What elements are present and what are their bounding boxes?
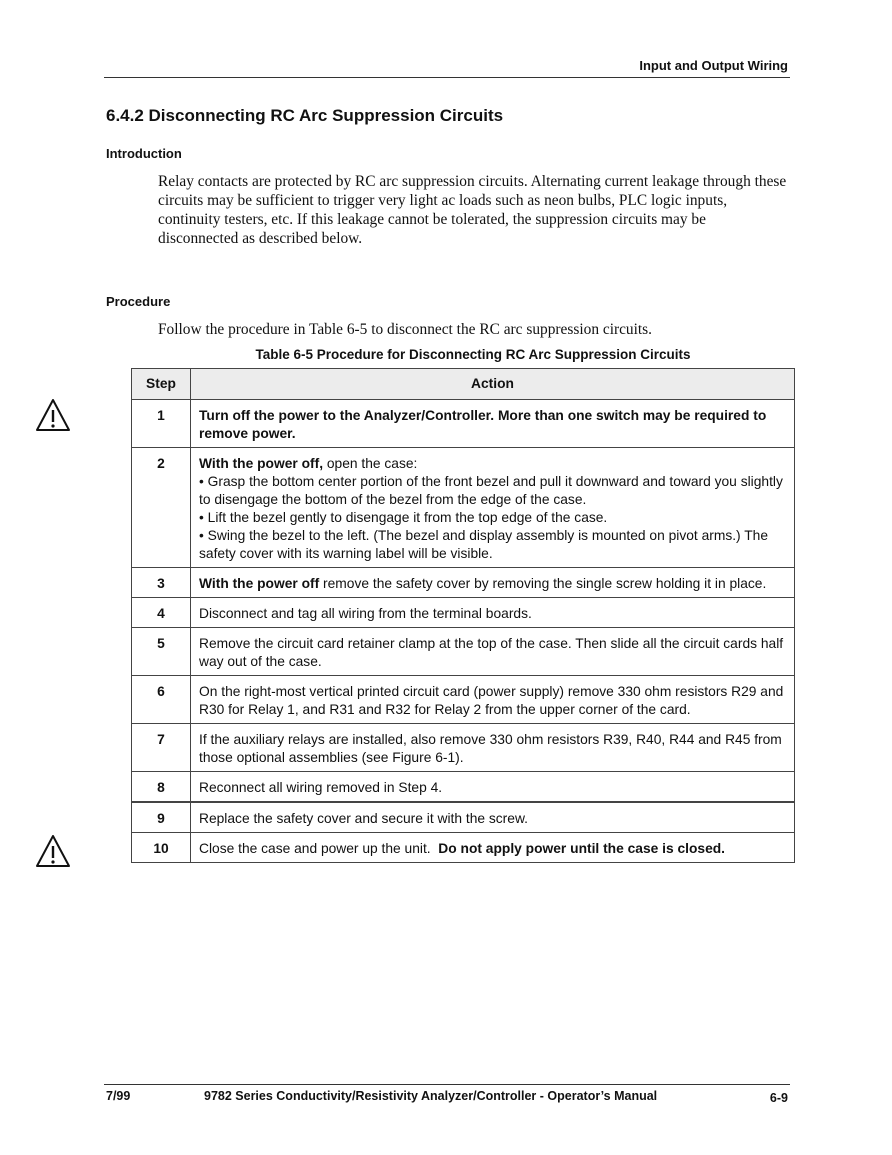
action-text bbox=[199, 779, 786, 797]
header-rule bbox=[104, 77, 790, 78]
action-text bbox=[199, 840, 786, 858]
action-body: open the case: bbox=[323, 456, 418, 471]
table-row bbox=[132, 833, 795, 863]
action-text bbox=[199, 810, 786, 828]
action-bullet: • Lift the bezel gently to disengage it from the top edge of the case. bbox=[199, 510, 608, 525]
page-number: 6-9 bbox=[769, 1091, 788, 1105]
step-number: 6 bbox=[132, 676, 191, 724]
warning-triangle-icon bbox=[35, 398, 71, 432]
action-bullet: • Swing the bezel to the left. (The bezel and display assembly is mounted on pivot arms.) The safety cover with its warning label will be visible. bbox=[199, 528, 769, 561]
action-text bbox=[199, 455, 786, 473]
table-row bbox=[132, 724, 795, 772]
action-emphasis: Turn off the power to the Analyzer/Controller. More than one switch may be required to remove power. bbox=[199, 408, 767, 441]
procedure-table bbox=[131, 368, 795, 863]
step-number: 1 bbox=[132, 400, 191, 448]
table-row bbox=[132, 772, 795, 803]
action-text bbox=[199, 731, 786, 767]
step-number: 7 bbox=[132, 724, 191, 772]
procedure-text: Follow the procedure in Table 6-5 to disconnect the RC arc suppression circuits. bbox=[158, 321, 653, 338]
table-row bbox=[132, 400, 795, 448]
table-row bbox=[132, 568, 795, 598]
action-body: If the auxiliary relays are installed, also remove 330 ohm resistors R39, R40, R44 and R45 from those optional assemblies (see Figure 6-1). bbox=[199, 732, 786, 765]
action-column-header: Action bbox=[191, 369, 795, 400]
step-action bbox=[191, 772, 795, 803]
step-number: 3 bbox=[132, 568, 191, 598]
step-action bbox=[191, 802, 795, 833]
step-action bbox=[191, 724, 795, 772]
table-row bbox=[132, 448, 795, 568]
action-body: Replace the safety cover and secure it with the screw. bbox=[199, 811, 528, 826]
step-number: 10 bbox=[132, 833, 191, 863]
step-action bbox=[191, 676, 795, 724]
step-number: 4 bbox=[132, 598, 191, 628]
step-number: 9 bbox=[132, 802, 191, 833]
action-body: On the right-most vertical printed circuit card (power supply) remove 330 ohm resistors R29 and R30 for Relay 1, and R31 and R32 for Relay 2 from the upper corner of the card. bbox=[199, 684, 788, 717]
step-action bbox=[191, 598, 795, 628]
table-row bbox=[132, 598, 795, 628]
footer-rule bbox=[104, 1084, 790, 1085]
action-body: Reconnect all wiring removed in Step 4. bbox=[199, 780, 443, 795]
step-action bbox=[191, 833, 795, 863]
table-body bbox=[132, 400, 795, 863]
action-text bbox=[199, 683, 786, 719]
step-action bbox=[191, 568, 795, 598]
action-text bbox=[199, 407, 786, 443]
footer-title: 9782 Series Conductivity/Resistivity Analyzer/Controller - Operator’s Manual bbox=[204, 1089, 658, 1103]
action-emphasis: With the power off, bbox=[199, 456, 324, 471]
introduction-heading: Introduction bbox=[106, 146, 182, 161]
step-action bbox=[191, 628, 795, 676]
table-header-row bbox=[132, 369, 795, 400]
table-row bbox=[132, 628, 795, 676]
section-title: 6.4.2 Disconnecting RC Arc Suppression Circuits bbox=[106, 106, 504, 125]
introduction-text: Relay contacts are protected by RC arc suppression circuits. Alternating current leakage through these circuits may be sufficient to trigger very light ac loads such as neon bulbs, PLC logic inputs, continuity testers, etc. If this leakage cannot be tolerated, the suppression circuits may be disconnected as described below. bbox=[158, 173, 787, 247]
action-body: Disconnect and tag all wiring from the terminal boards. bbox=[199, 606, 532, 621]
action-bullet: • Grasp the bottom center portion of the front bezel and pull it downward and toward you slightly to disengage the bottom of the bezel from the edge of the case. bbox=[199, 474, 783, 507]
action-body: remove the safety cover by removing the single screw holding it in place. bbox=[319, 576, 767, 591]
table-caption: Table 6-5 Procedure for Disconnecting RC Arc Suppression Circuits bbox=[255, 347, 691, 362]
action-text bbox=[199, 605, 786, 623]
action-text bbox=[199, 635, 786, 671]
footer-date: 7/99 bbox=[106, 1089, 131, 1103]
table-row bbox=[132, 676, 795, 724]
table-row bbox=[132, 802, 795, 833]
action-emphasis: With the power off bbox=[199, 576, 320, 591]
step-number: 5 bbox=[132, 628, 191, 676]
step-number: 8 bbox=[132, 772, 191, 803]
action-body: Remove the circuit card retainer clamp at the top of the case. Then slide all the circuit cards half way out of the case. bbox=[199, 636, 787, 669]
step-action bbox=[191, 448, 795, 568]
warning-triangle-icon bbox=[35, 834, 71, 868]
action-text bbox=[199, 575, 786, 593]
step-action bbox=[191, 400, 795, 448]
step-number: 2 bbox=[132, 448, 191, 568]
procedure-heading: Procedure bbox=[106, 294, 171, 309]
action-body: Close the case and power up the unit. bbox=[199, 841, 439, 856]
running-header: Input and Output Wiring bbox=[639, 58, 788, 73]
step-column-header: Step bbox=[132, 369, 191, 400]
action-warning: Do not apply power until the case is closed. bbox=[438, 841, 726, 856]
